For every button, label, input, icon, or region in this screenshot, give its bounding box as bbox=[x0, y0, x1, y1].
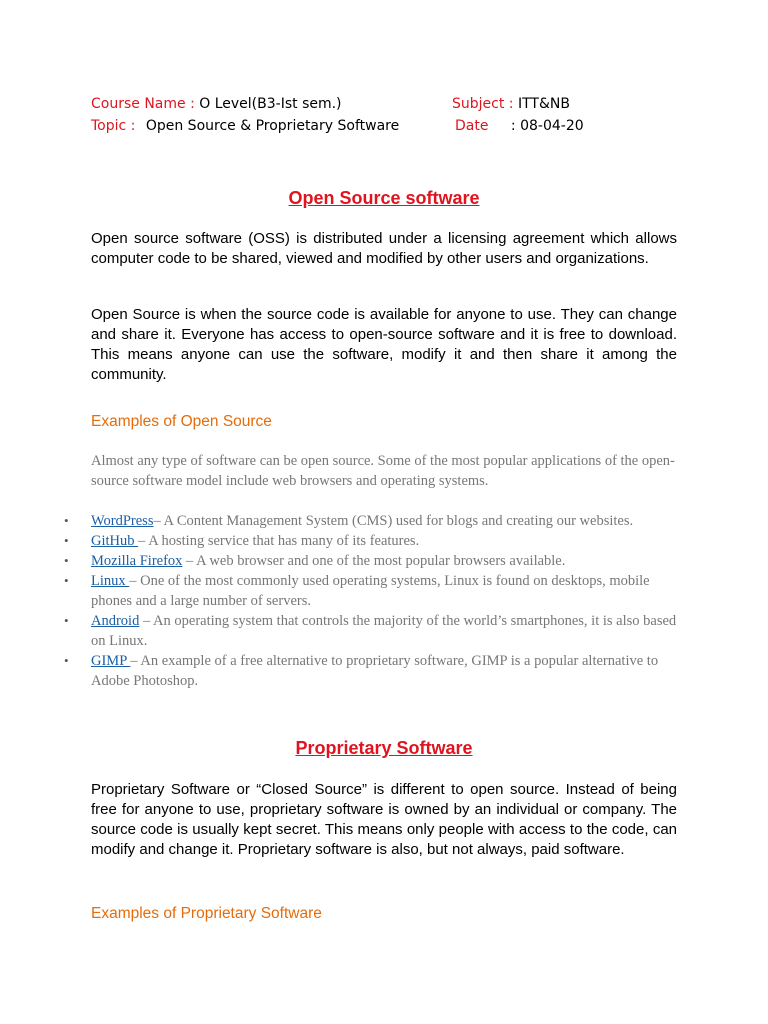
list-item bbox=[64, 571, 677, 611]
proprietary-examples-heading: Examples of Proprietary Software bbox=[91, 905, 322, 922]
list-item-description: – A Content Management System (CMS) used for blogs and creating our websites. bbox=[153, 513, 634, 529]
open-source-examples-heading: Examples of Open Source bbox=[91, 413, 272, 430]
bullet: • bbox=[64, 573, 69, 588]
open-source-paragraph-2: Open Source is when the source code is available for anyone to use. They can change and share it. Everyone has access to open-source software and it is free to download. This means anyone can use the software, modify it and then share it among the community. bbox=[91, 306, 677, 383]
open-source-examples-list bbox=[64, 511, 677, 691]
date-label: Date bbox=[455, 118, 489, 134]
list-item bbox=[64, 511, 677, 531]
bullet: • bbox=[64, 653, 69, 668]
course-name-line bbox=[91, 94, 342, 114]
gimp-link[interactable]: GIMP bbox=[91, 653, 131, 669]
open-source-title: Open Source software bbox=[288, 188, 480, 208]
subject-label: Subject : bbox=[452, 96, 514, 112]
wordpress-link[interactable]: WordPress bbox=[91, 513, 154, 529]
subject-value: ITT&NB bbox=[517, 96, 570, 112]
list-item-description: – One of the most commonly used operating systems, Linux is found on desktops, mobile phones and a large number of servers. bbox=[91, 573, 650, 609]
list-item bbox=[64, 531, 677, 551]
list-item bbox=[64, 551, 677, 571]
course-name-label: Course Name : bbox=[91, 96, 195, 112]
open-source-paragraph-1: Open source software (OSS) is distributed under a licensing agreement which allows computer code to be shared, viewed and modified by other users and organizations. bbox=[91, 230, 677, 267]
bullet: • bbox=[64, 613, 69, 628]
proprietary-title: Proprietary Software bbox=[295, 738, 473, 758]
list-item-description: – A web browser and one of the most popular browsers available. bbox=[182, 553, 566, 569]
date-separator: : bbox=[510, 118, 516, 134]
mozilla-firefox-link[interactable]: Mozilla Firefox bbox=[91, 553, 183, 569]
github-link[interactable]: GitHub bbox=[91, 533, 139, 549]
date-value: 08-04-20 bbox=[520, 118, 584, 134]
list-item-description: – A hosting service that has many of its features. bbox=[138, 533, 420, 549]
date-line bbox=[455, 116, 584, 136]
android-link[interactable]: Android bbox=[91, 613, 140, 629]
topic-line bbox=[91, 116, 399, 136]
linux-link[interactable]: Linux bbox=[91, 573, 130, 589]
topic-label: Topic : bbox=[91, 118, 136, 134]
subject-line bbox=[452, 94, 570, 114]
course-name-value: O Level(B3-Ist sem.) bbox=[199, 96, 342, 112]
open-source-examples-intro: Almost any type of software can be open source. Some of the most popular applications of the open-source software model include web browsers and operating systems. bbox=[91, 453, 675, 489]
list-item bbox=[64, 611, 677, 651]
list-item-description: – An example of a free alternative to proprietary software, GIMP is a popular alternative to Adobe Photoshop. bbox=[91, 653, 659, 689]
list-item-description: – An operating system that controls the majority of the world’s smartphones, it is also based on Linux. bbox=[91, 613, 677, 649]
bullet: • bbox=[64, 533, 69, 548]
bullet: • bbox=[64, 513, 69, 528]
bullet: • bbox=[64, 553, 69, 568]
list-item bbox=[64, 651, 677, 691]
topic-value: Open Source & Proprietary Software bbox=[145, 118, 400, 134]
proprietary-paragraph: Proprietary Software or “Closed Source” is different to open source. Instead of being free for anyone to use, proprietary software is owned by an individual or company. The source code is usually kept secret. This means only people with access to the code, can modify and change it. Proprietary software is also, but not always, paid software. bbox=[91, 781, 677, 858]
